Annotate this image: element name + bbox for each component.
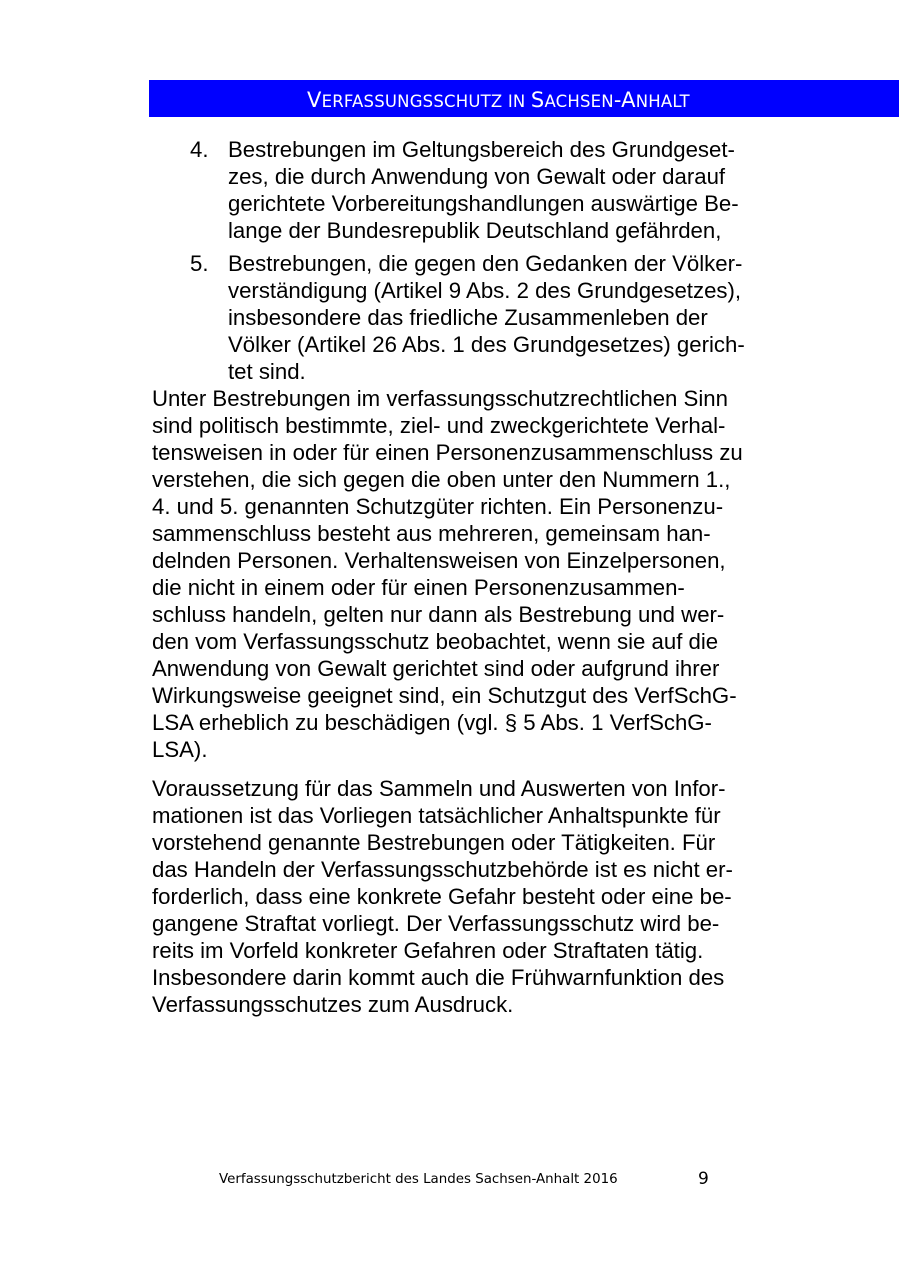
- header-title-part: ERFASSUNGSSCHUTZ IN: [321, 92, 531, 111]
- text-line: die nicht in einem oder für einen Personenzusammen-: [152, 575, 685, 600]
- text-line: sind politisch bestimmte, ziel- und zweckgerichtete Verhal-: [152, 413, 726, 438]
- text-line: delnden Personen. Verhaltensweisen von Einzelpersonen,: [152, 548, 726, 573]
- text-line: Völker (Artikel 26 Abs. 1 des Grundgesetzes) gerich-: [228, 332, 745, 357]
- paragraph-voraussetzung: [152, 775, 792, 1018]
- text-line: forderlich, dass eine konkrete Gefahr besteht oder eine be-: [152, 884, 732, 909]
- text-line: zes, die durch Anwendung von Gewalt oder darauf: [228, 164, 726, 189]
- text-line: gangene Straftat vorliegt. Der Verfassungsschutz wird be-: [152, 911, 720, 936]
- page-number: 9: [698, 1169, 709, 1189]
- text-line: tet sind.: [228, 359, 306, 384]
- text-line: LSA).: [152, 737, 208, 762]
- paragraph-bestrebungen: [152, 385, 792, 763]
- text-line: Bestrebungen, die gegen den Gedanken der Völker-: [228, 251, 743, 276]
- header-title-part: ACHSEN: [544, 92, 614, 111]
- text-line: vorstehend genannte Bestrebungen oder Tätigkeiten. Für: [152, 830, 716, 855]
- text-line: lange der Bundesrepublik Deutschland gefährden,: [228, 218, 722, 243]
- text-line: verständigung (Artikel 9 Abs. 2 des Grundgesetzes),: [228, 278, 742, 303]
- header-title-part: V: [307, 88, 322, 112]
- text-line: reits im Vorfeld konkreter Gefahren oder Straftaten tätig.: [152, 938, 704, 963]
- text-line: Insbesondere darin kommt auch die Frühwarnfunktion des: [152, 965, 725, 990]
- text-line: Anwendung von Gewalt gerichtet sind oder aufgrund ihrer: [152, 656, 720, 681]
- list-item-number: 5.: [190, 251, 209, 276]
- list-item-number: 4.: [190, 137, 209, 162]
- list-item-4: [152, 136, 792, 244]
- text-line: tensweisen in oder für einen Personenzusammenschluss zu: [152, 440, 743, 465]
- header-bar: [149, 80, 899, 117]
- text-line: LSA erheblich zu beschädigen (vgl. § 5 Abs. 1 VerfSchG-: [152, 710, 712, 735]
- footer-text: Verfassungsschutzbericht des Landes Sachsen-Anhalt 2016: [219, 1172, 618, 1187]
- header-title: [307, 80, 690, 117]
- list-item-5: [152, 250, 792, 385]
- text-line: Voraussetzung für das Sammeln und Auswerten von Infor-: [152, 776, 726, 801]
- text-line: 4. und 5. genannten Schutzgüter richten. Ein Personenzu-: [152, 494, 724, 519]
- header-title-part: NHALT: [635, 92, 690, 111]
- text-line: Bestrebungen im Geltungsbereich des Grundgeset-: [228, 137, 735, 162]
- text-line: Verfassungsschutzes zum Ausdruck.: [152, 992, 514, 1017]
- page-content: [152, 136, 792, 1018]
- text-line: Unter Bestrebungen im verfassungsschutzrechtlichen Sinn: [152, 386, 728, 411]
- text-line: gerichtete Vorbereitungshandlungen auswärtige Be-: [228, 191, 739, 216]
- text-line: das Handeln der Verfassungsschutzbehörde ist es nicht er-: [152, 857, 733, 882]
- header-title-part: -A: [613, 88, 636, 112]
- text-line: insbesondere das friedliche Zusammenleben der: [228, 305, 708, 330]
- text-line: sammenschluss besteht aus mehreren, gemeinsam han-: [152, 521, 711, 546]
- text-line: den vom Verfassungsschutz beobachtet, wenn sie auf die: [152, 629, 719, 654]
- text-line: schluss handeln, gelten nur dann als Bestrebung und wer-: [152, 602, 725, 627]
- text-line: Wirkungsweise geeignet sind, ein Schutzgut des VerfSchG-: [152, 683, 737, 708]
- text-line: verstehen, die sich gegen die oben unter den Nummern 1.,: [152, 467, 731, 492]
- text-line: mationen ist das Vorliegen tatsächlicher Anhaltspunkte für: [152, 803, 721, 828]
- header-title-part: S: [530, 88, 545, 112]
